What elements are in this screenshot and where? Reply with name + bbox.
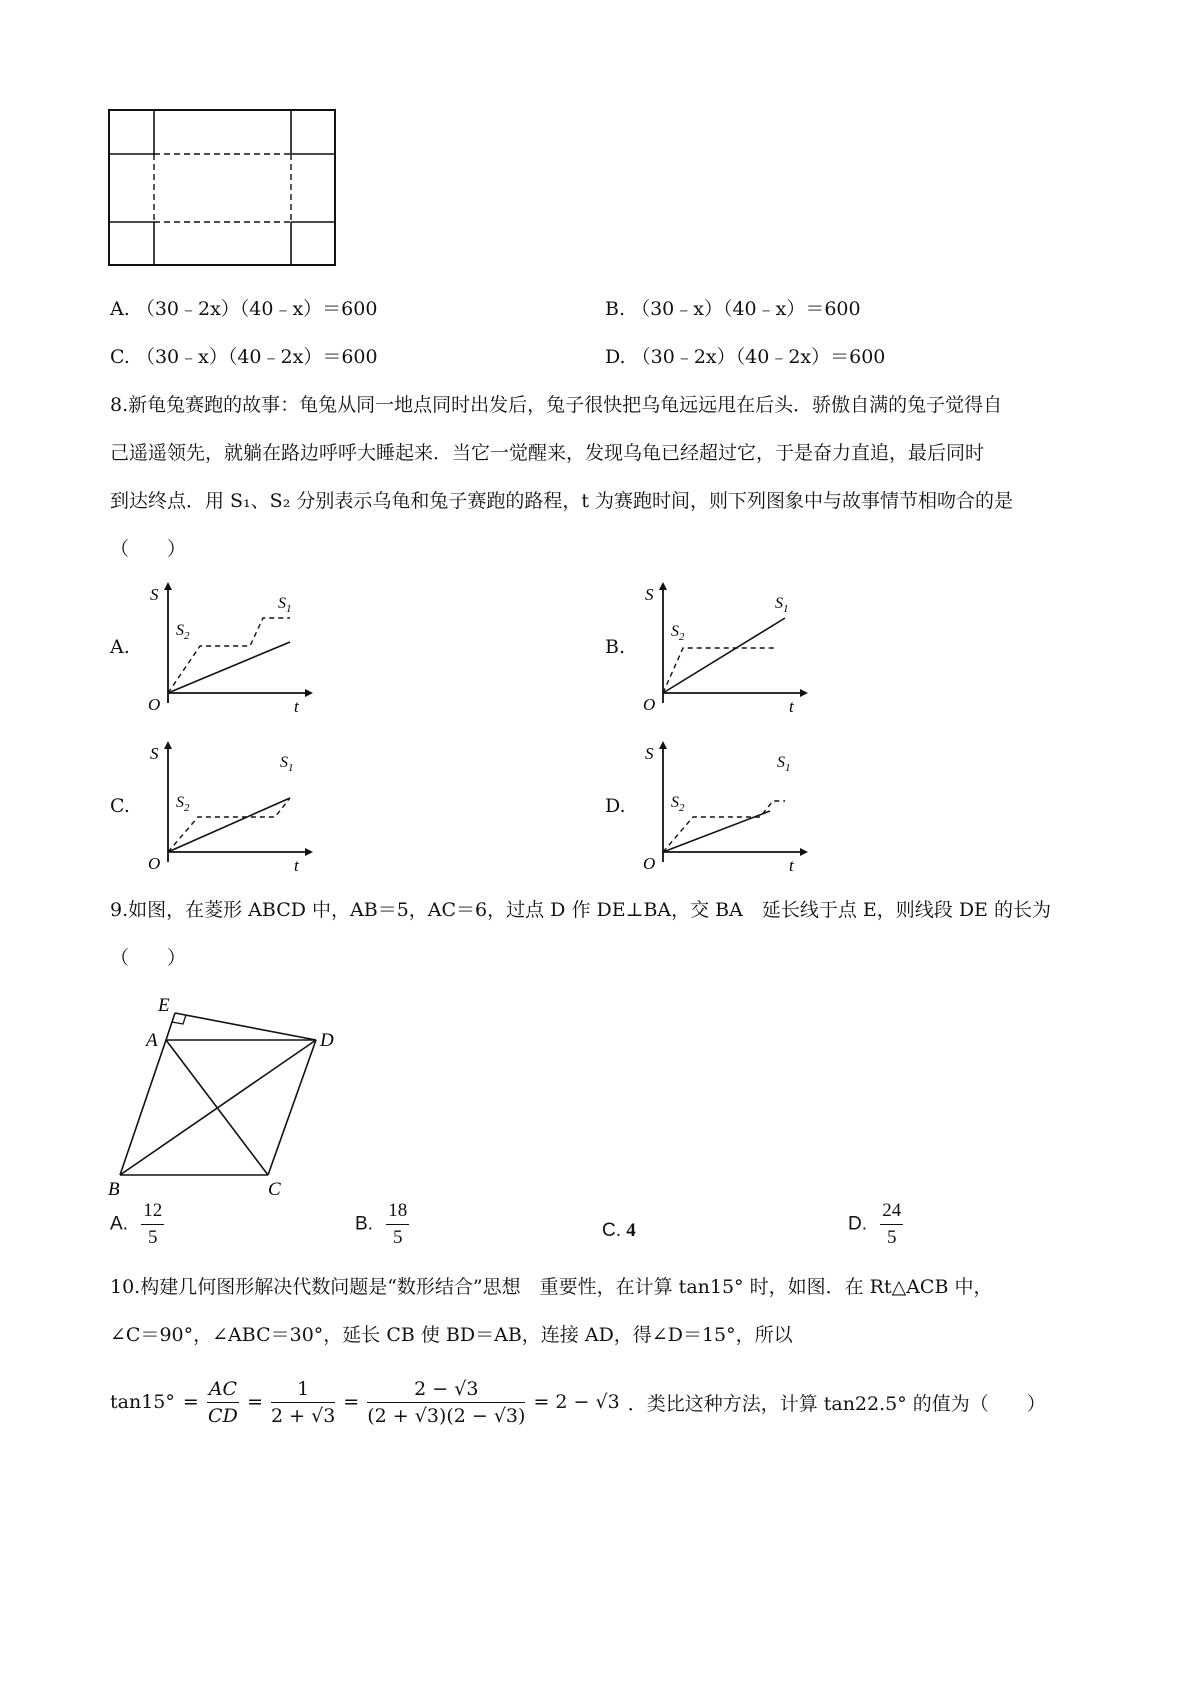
svg-text:S: S xyxy=(645,744,654,763)
label-d: D xyxy=(320,1030,334,1051)
svg-text:S1: $S_1$ xyxy=(775,595,789,615)
q9-option-b[interactable] xyxy=(355,1198,409,1251)
svg-text:S2: $S_2$ xyxy=(671,794,685,814)
formula-tail: ．类比这种方法，计算 tan22.5° 的值为（ ） xyxy=(627,1392,1046,1415)
q9-option-c[interactable] xyxy=(602,1220,636,1242)
q10-text-line-1: 10.构建几何图形解决代数问题是“数形结合”思想 重要性，在计算 tan15° 时，如图．在 Rt△ACB 中， xyxy=(110,1276,993,1298)
option-letter: A. xyxy=(110,298,130,320)
formula-result: = 2 − √3 xyxy=(533,1391,620,1413)
q7-option-c[interactable] xyxy=(110,342,378,369)
q8-option-d-letter[interactable]: D. xyxy=(605,795,626,817)
s1-label: $S_1$ xyxy=(278,595,292,615)
q8-text-line-2: 己遥遥领先，就躺在路边呼呼大睡起来．当它一觉醒来，发现乌龟已经超过它，于是奋力直追，最后同时 xyxy=(110,442,985,464)
svg-text:S1: $S_1$ xyxy=(777,754,791,774)
option-text: （30﹣2x）（40﹣2x）＝600 xyxy=(631,346,886,368)
option-text: （30﹣x）（40﹣2x）＝600 xyxy=(135,346,378,368)
origin-label: O xyxy=(148,695,161,714)
svg-text:t: t xyxy=(789,697,794,716)
fraction-denominator: 5 xyxy=(887,1227,897,1248)
q8-graph-c[interactable] xyxy=(140,737,330,877)
fraction-denominator: 5 xyxy=(392,1227,403,1248)
q9-text-line-1: 9.如图，在菱形 ABCD 中，AB＝5，AC＝6，过点 D 作 DE⊥BA，交 BA 延长线于点 E，则线段 DE 的长为 xyxy=(110,899,1051,921)
q8-graph-d[interactable] xyxy=(635,737,825,877)
svg-text:S: S xyxy=(645,585,654,604)
fraction-denominator: (2 + √3)(2 − √3) xyxy=(367,1404,526,1427)
formula-eq: = xyxy=(182,1391,199,1413)
svg-text:O: O xyxy=(643,854,656,873)
option-letter: B. xyxy=(355,1213,373,1235)
fraction-numerator: 12 xyxy=(141,1198,164,1225)
label-c: C xyxy=(268,1179,281,1197)
formula-eq: = xyxy=(343,1391,360,1413)
formula-lead: tan15° xyxy=(110,1391,175,1413)
fraction-numerator: 2 − √3 xyxy=(367,1376,525,1403)
q9-text-line-2: （ ） xyxy=(110,947,187,969)
q7-option-b[interactable] xyxy=(605,294,861,321)
option-letter: A. xyxy=(110,1213,128,1235)
svg-text:O: O xyxy=(148,854,161,873)
q8-option-a-letter[interactable]: A. xyxy=(110,636,130,658)
svg-text:S2: $S_2$ xyxy=(671,623,685,643)
q7-rectangle-figure xyxy=(108,108,340,268)
svg-text:t: t xyxy=(294,856,299,875)
option-text: （30﹣2x）（40﹣x）＝600 xyxy=(135,298,378,320)
fraction-denominator: 5 xyxy=(147,1227,158,1248)
q10-formula-line xyxy=(110,1362,1046,1442)
option-value: 4 xyxy=(626,1220,636,1241)
fraction-denominator: 2 + √3 xyxy=(271,1404,336,1427)
q9-option-d[interactable] xyxy=(848,1198,903,1251)
axis-t-label: t xyxy=(294,697,299,716)
label-b: B xyxy=(108,1179,120,1197)
q8-graph-a[interactable] xyxy=(140,578,330,718)
option-text: （30﹣x）（40﹣x）＝600 xyxy=(631,298,861,320)
svg-text:S2: $S_2$ xyxy=(176,794,190,814)
axis-s-label: S xyxy=(150,585,159,604)
svg-text:O: O xyxy=(643,695,656,714)
q8-text-line-4: （ ） xyxy=(110,538,187,560)
option-letter: D. xyxy=(848,1213,867,1235)
q8-option-c-letter[interactable]: C. xyxy=(110,795,130,817)
q8-text-line-1: 8.新龟兔赛跑的故事：龟兔从同一地点同时出发后，兔子很快把乌龟远远甩在后头．骄傲自满的兔子觉得自 xyxy=(110,394,1003,416)
q8-text-line-3: 到达终点．用 S₁、S₂ 分别表示乌龟和兔子赛跑的路程，t 为赛跑时间，则下列图象中与故事情节相吻合的是 xyxy=(110,490,1014,512)
option-letter: C. xyxy=(110,346,130,368)
s2-label: $S_2$ xyxy=(176,622,190,642)
label-e: E xyxy=(158,995,170,1016)
q8-graph-b[interactable] xyxy=(635,578,825,718)
fraction-numerator: 18 xyxy=(386,1198,409,1225)
fraction-denominator: CD xyxy=(208,1404,238,1427)
formula-eq: = xyxy=(247,1391,263,1413)
option-letter: B. xyxy=(605,298,626,320)
q8-option-b-letter[interactable]: B. xyxy=(605,636,626,658)
fraction-numerator: 24 xyxy=(880,1198,903,1225)
q9-option-a[interactable] xyxy=(110,1198,164,1251)
svg-text:S1: $S_1$ xyxy=(280,754,294,774)
option-letter: D. xyxy=(605,346,626,368)
q9-rhombus-figure xyxy=(108,985,358,1197)
svg-text:t: t xyxy=(789,856,794,875)
fraction-numerator: AC xyxy=(207,1376,239,1403)
svg-text:S: S xyxy=(150,744,159,763)
q7-option-a[interactable] xyxy=(110,294,377,321)
option-letter: C. xyxy=(602,1220,621,1241)
q7-option-d[interactable] xyxy=(605,342,885,369)
label-a: A xyxy=(146,1030,158,1051)
fraction-numerator: 1 xyxy=(271,1376,335,1403)
q10-text-line-2: ∠C＝90°，∠ABC＝30°，延长 CB 使 BD＝AB，连接 AD，得∠D＝15°，所以 xyxy=(110,1324,793,1346)
